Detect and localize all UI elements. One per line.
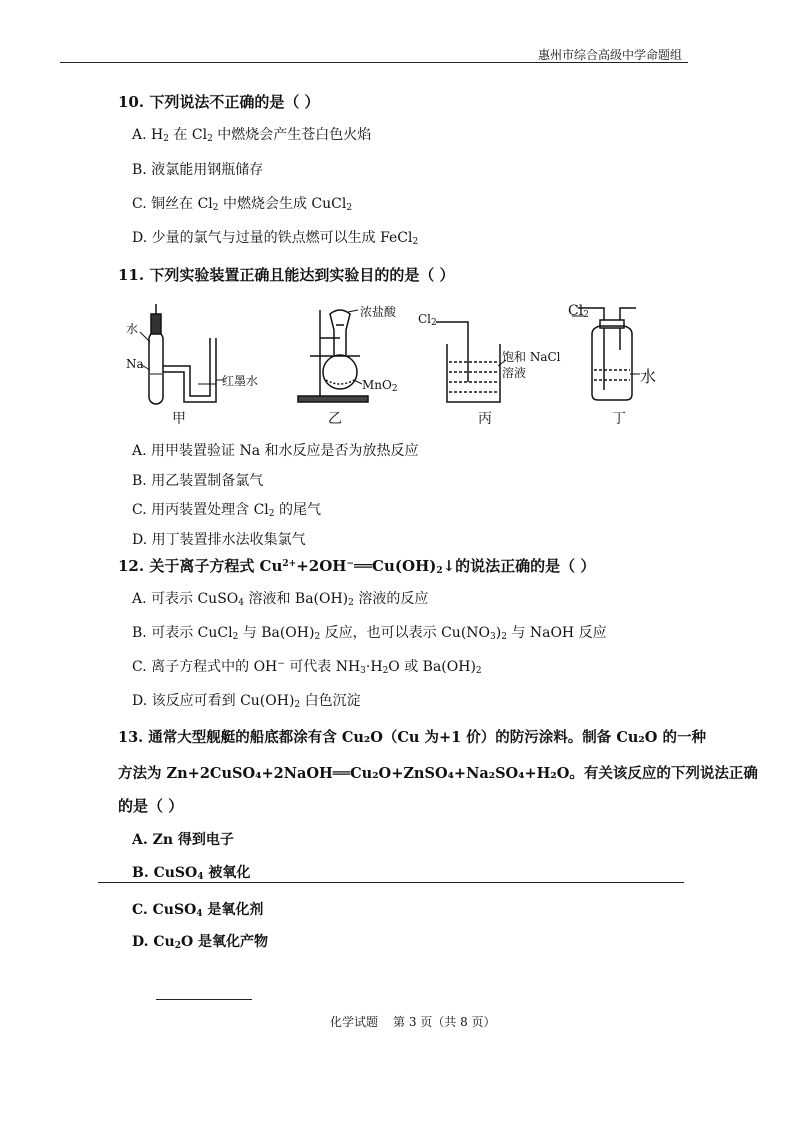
q11-option-b: B. 用乙装置制备氯气 xyxy=(132,473,264,489)
bing-name: 丙 xyxy=(478,411,492,427)
apparatus-figure xyxy=(0,292,794,432)
jia-water-label: 水 xyxy=(126,322,139,336)
q13-option-d: D. $Cu_2O$ 是氧化产物 xyxy=(132,934,269,951)
q11-option-d: D. 用丁装置排水法收集氯气 xyxy=(132,532,306,548)
q12-option-a: A. 可表示 CuSO$_4$ 溶液和 $Ba(OH)_2$ 溶液的反应 xyxy=(132,591,429,608)
apparatus-jia xyxy=(140,304,224,404)
q12-option-b: B. 可表示 CuCl$_2$ 与 $Ba(OH)_2$ 反应，也可以表示 $Cu(NO_3)_2$ 与 NaOH 反应 xyxy=(132,625,607,642)
jia-na-label: Na xyxy=(126,357,144,371)
yi-acid-label: 浓盐酸 xyxy=(360,305,397,319)
q10-option-a: A. $H_2$ 在 $Cl_2$ 中燃烧会产生苍白色火焰 xyxy=(132,127,372,144)
q10-option-d: D. 少量的氯气与过量的铁点燃可以生成 FeCl$_2$ xyxy=(132,230,419,247)
header-org: 惠州市综合高级中学命题组 xyxy=(537,48,682,62)
q13-stem-line-1: 13. 通常大型舰艇的船底都涂有含 Cu₂O（Cu 为+1 价）的防污涂料。制备 Cu₂O 的一种 xyxy=(118,729,706,746)
apparatus-ding xyxy=(572,308,640,400)
q13-option-b: B. CuSO$_4$ 被氧化 xyxy=(132,865,251,882)
q12-stem: 12. 关于离子方程式 $Cu^{2+}+2OH^-══Cu(OH)_2↓$的说法正确的是（ ） xyxy=(118,557,596,576)
q11-stem: 11. 下列实验装置正确且能达到实验目的的是（ ） xyxy=(118,266,455,284)
q11-option-c: C. 用丙装置处理含 $Cl_2$ 的尾气 xyxy=(132,502,321,519)
q13-stem-line-2: 方法为 Zn+2CuSO₄+2NaOH══Cu₂O+ZnSO₄+Na₂SO₄+H₂O。有关该反应的下列说法正确 xyxy=(118,765,758,782)
q11-option-a: A. 用甲装置验证 Na 和水反应是否为放热反应 xyxy=(132,443,419,459)
q12-option-c: C. 离子方程式中的 OH− 可代表 $NH_3\cdot H_2O$ 或 $Ba(OH)_2$ xyxy=(132,659,482,676)
q12-option-d: D. 该反应可看到 $Cu(OH)_2$ 白色沉淀 xyxy=(132,693,361,710)
q10-stem: 10. 下列说法不正确的是（ ） xyxy=(118,93,320,111)
footer-subject: 化学试题 xyxy=(330,1015,379,1029)
bing-solution-label-1: 饱和 NaCl xyxy=(502,350,561,364)
bing-solution-label-2: 溶液 xyxy=(502,366,527,380)
fold-rule xyxy=(98,882,684,883)
q13-option-c: C. CuSO$_4$ 是氧化剂 xyxy=(132,902,264,919)
ding-water-label: 水 xyxy=(640,367,657,386)
footer-mark xyxy=(156,999,252,1000)
yi-mno2-label: MnO$_2$ xyxy=(362,378,398,394)
bing-cl2-label: $Cl_2$ xyxy=(418,312,437,328)
yi-name: 乙 xyxy=(328,411,342,427)
q10-option-b: B. 液氯能用钢瓶储存 xyxy=(132,162,264,178)
ding-name: 丁 xyxy=(612,411,626,427)
footer-page: 第 3 页（共 8 页） xyxy=(393,1015,496,1029)
apparatus-bing xyxy=(436,322,506,402)
ding-cl2-label: $Cl_2$ xyxy=(568,303,589,320)
q13-stem-line-3: 的是（ ） xyxy=(118,797,184,815)
q10-option-c: C. 铜丝在 $Cl_2$ 中燃烧会生成 CuCl$_2$ xyxy=(132,196,353,213)
jia-name: 甲 xyxy=(172,411,186,427)
apparatus-yi xyxy=(298,310,368,402)
q13-option-a: A. Zn 得到电子 xyxy=(132,832,234,848)
jia-ink-label: 红墨水 xyxy=(222,374,259,388)
